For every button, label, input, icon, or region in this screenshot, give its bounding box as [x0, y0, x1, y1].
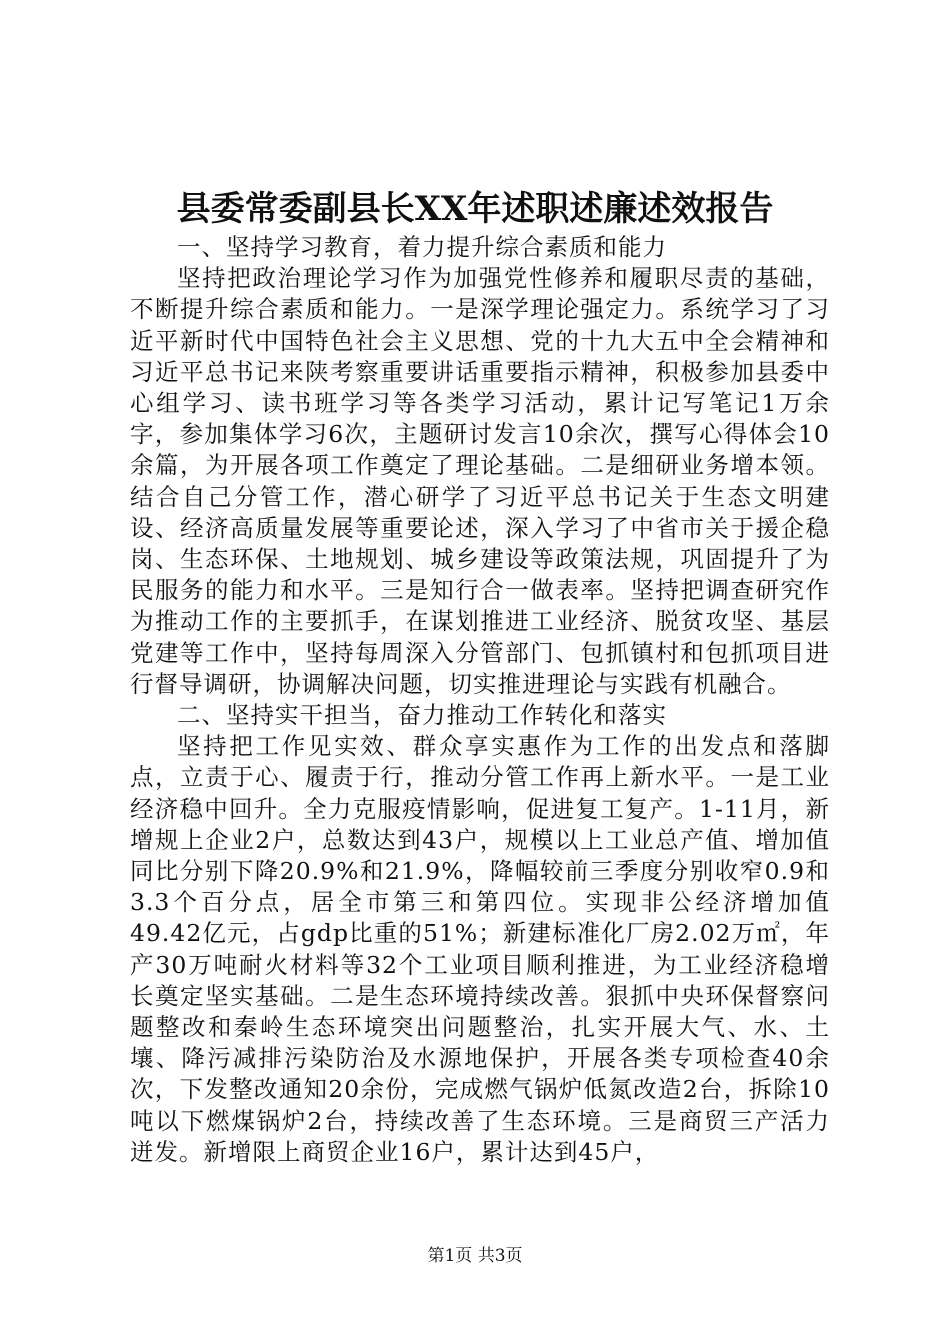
section-heading-2: 二、坚持实干担当，奋力推动工作转化和落实	[177, 701, 667, 730]
document-body	[130, 232, 830, 1168]
section-heading-1: 一、坚持学习教育，着力提升综合素质和能力	[177, 233, 667, 261]
body-paragraph-2: 坚持把工作见实效、群众享实惠作为工作的出发点和落脚点，立责于心、履责于行，推动分管工作再上新水平。一是工业经济稳中回升。全力克服疫情影响，促进复工复产。1-11月，新增规上企业2户，总数达到43户，规模以上工业总产值、增加值同比分别下降20.9%和21.9%，降幅较前三季度分别收窄0.9和3.3个百分点，居全市第三和第四位。实现非公经济增加值49.42亿元，占gdp比重的51%；新建标准化厂房2.02万㎡，年产30万吨耐火材料等32个工业项目顺利推进，为工业经济稳增长奠定坚实基础。二是生态环境持续改善。狠抓中央环保督察问题整改和秦岭生态环境突出问题整治，扎实开展大气、水、土壤、降污减排污染防治及水源地保护，开展各类专项检查40余次，下发整改通知20余份，完成燃气锅炉低氮改造2台，拆除10吨以下燃煤锅炉2台，持续改善了生态环境。三是商贸三产活力迸发。新增限上商贸企业16户，累计达到45户，	[130, 732, 830, 1166]
page-footer: 第1页 共3页	[427, 1246, 523, 1266]
document-title: 县委常委副县长XX年述职述廉述效报告	[176, 189, 774, 229]
body-paragraph-1: 坚持把政治理论学习作为加强党性修养和履职尽责的基础，不断提升综合素质和能力。一是深学理论强定力。系统学习了习近平新时代中国特色社会主义思想、党的十九大五中全会精神和习近平总书记来陕考察重要讲话重要指示精神，积极参加县委中心组学习、读书班学习等各类学习活动，累计记写笔记1万余字，参加集体学习6次，主题研讨发言10余次，撰写心得体会10余篇，为开展各项工作奠定了理论基础。二是细研业务增本领。结合自己分管工作，潜心研学了习近平总书记关于生态文明建设、经济高质量发展等重要论述，深入学习了中省市关于援企稳岗、生态环保、土地规划、城乡建设等政策法规，巩固提升了为民服务的能力和水平。三是知行合一做表率。坚持把调查研究作为推动工作的主要抓手，在谋划推进工业经济、脱贫攻坚、基层党建等工作中，坚持每周深入分管部门、包抓镇村和包抓项目进行督导调研，协调解决问题，切实推进理论与实践有机融合。	[130, 264, 830, 698]
